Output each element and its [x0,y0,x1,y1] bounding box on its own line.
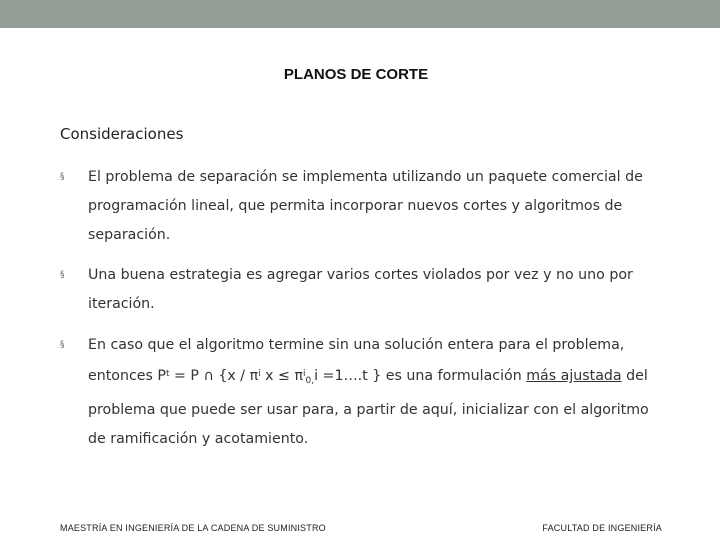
bullet-1-line-1: El problema de separación se implementa utilizando un paquete comercial de [88,169,643,185]
formula-mid-1: = P ∩ {x / π [169,368,259,384]
bullet-2-line-2: iteración. [88,296,155,312]
header-bar [0,0,720,28]
slide-subtitle: Consideraciones [60,125,184,143]
bullet-1-line-2: programación lineal, que permita incorporar nuevos cortes y algoritmos de [88,198,623,214]
bullet-marker: § [60,340,65,350]
bullet-3-line-4: de ramificación y acotamiento. [88,431,309,447]
bullet-2-text [88,261,688,319]
formula-sub-0: 0, [305,376,315,386]
bullet-3-line-1: En caso que el algoritmo termine sin una solución entera para el problema, [88,337,625,353]
footer-right: FACULTAD DE INGENIERÍA [542,523,662,533]
underlined-phrase: más ajustada [526,368,622,384]
formula-tail: del [621,368,648,384]
bullet-3-formula-line [88,360,688,396]
slide-title: PLANOS DE CORTE [283,66,429,83]
formula-sup-i-2: i [303,369,306,379]
formula-mid-2: x ≤ π [260,368,303,384]
formula-mid-3: i =1….t } es una formulación [314,368,527,384]
footer-left: MAESTRÍA EN INGENIERÍA DE LA CADENA DE SUMINISTRO [60,523,326,533]
bullet-3-text [88,331,688,454]
formula-sup-t: t [165,369,170,379]
bullet-marker: § [60,270,65,280]
bullet-1-line-3: separación. [88,227,171,243]
formula-sup-i: i [258,369,261,379]
formula-lead: entonces P [88,368,166,384]
bullet-1-text [88,163,688,250]
bullet-2-line-1: Una buena estrategia es agregar varios cortes violados por vez y no uno por [88,267,633,283]
bullet-3-line-3: problema que puede ser usar para, a partir de aquí, inicializar con el algoritmo [88,402,649,418]
bullet-marker: § [60,172,65,182]
